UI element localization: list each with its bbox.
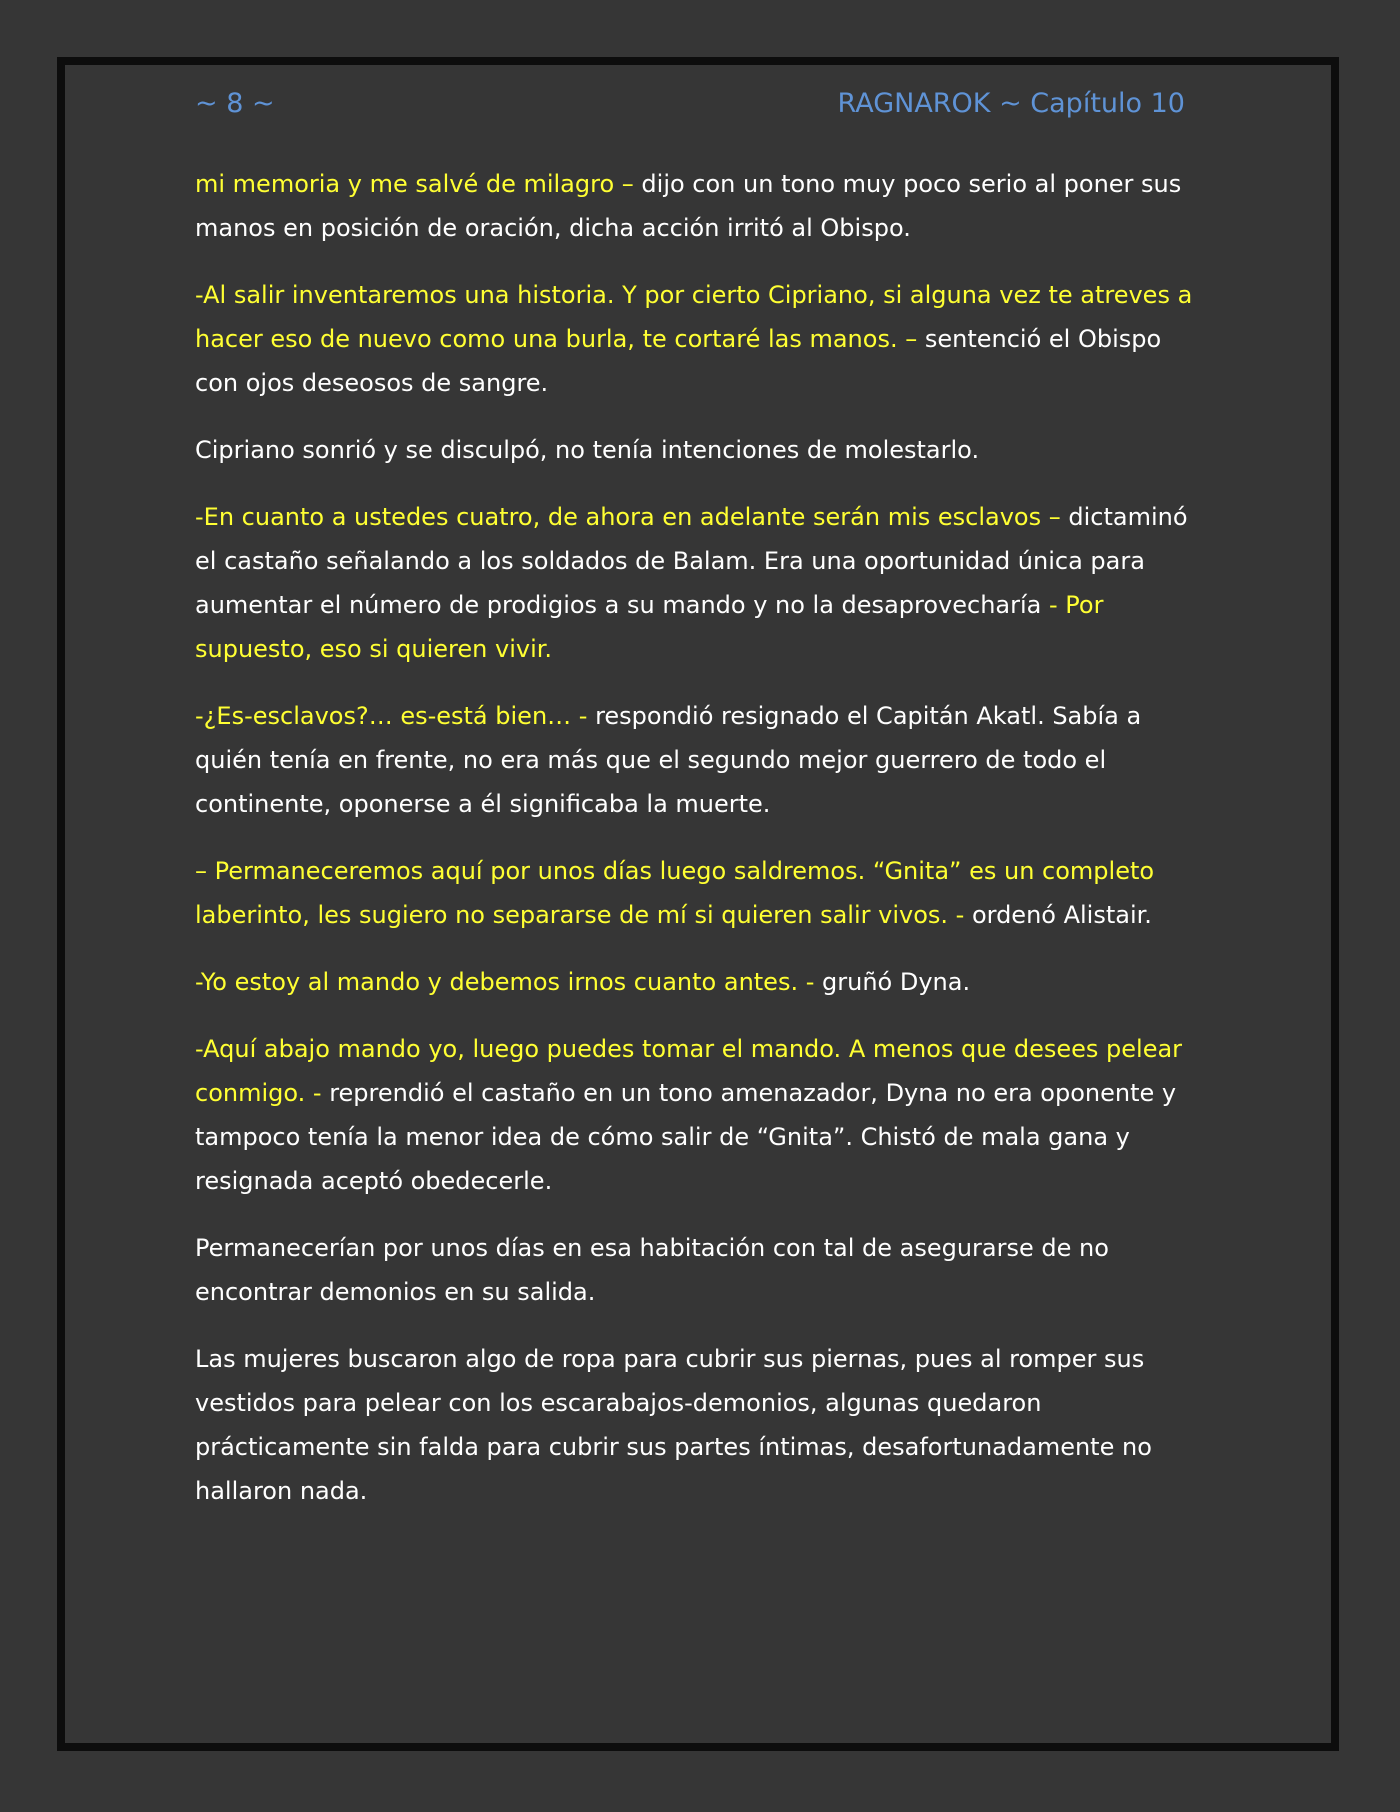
paragraph	[195, 960, 1210, 1004]
narration-text: dijo con un tono muy poco serio al poner sus manos en posición de oración, dicha acción irritó al Obispo.	[195, 170, 1182, 242]
dialogue-text: -Yo estoy al mando y debemos irnos cuanto antes. -	[195, 968, 815, 996]
narration-text: Permanecerían por unos días en esa habitación con tal de asegurarse de no encontrar demonios en su salida.	[195, 1234, 1109, 1306]
page-number: ~ 8 ~	[195, 88, 275, 119]
dialogue-text: -En cuanto a ustedes cuatro, de ahora en adelante serán mis esclavos –	[195, 503, 1061, 531]
paragraph	[195, 162, 1210, 250]
page-header	[195, 84, 1185, 124]
dialogue-text: -Al salir inventaremos una historia. Y por cierto Cipriano, si alguna vez te atreves a hacer eso de nuevo como una burla, te cortaré las manos. –	[195, 281, 1193, 353]
narration-text: dictaminó el castaño señalando a los soldados de Balam. Era una oportunidad única para aumentar el número de prodigios a su mando y no la desaprovecharía	[195, 503, 1188, 619]
paragraph	[195, 849, 1210, 937]
running-title: RAGNAROK ~ Capítulo 10	[837, 88, 1185, 119]
dialogue-text: -Aquí abajo mando yo, luego puedes tomar el mando. A menos que desees pelear conmigo. -	[195, 1035, 1183, 1107]
narration-text: respondió resignado el Capitán Akatl. Sabía a quién tenía en frente, no era más que el segundo mejor guerrero de todo el continente, oponerse a él significaba la muerte.	[195, 702, 1142, 818]
narration-text: gruñó Dyna.	[814, 968, 971, 996]
narration-text: Las mujeres buscaron algo de ropa para cubrir sus piernas, pues al romper sus vestidos para pelear con los escarabajos-demonios, algunas quedaron prácticamente sin falda para cubrir sus partes íntimas, desafortunadamente no hallaron nada.	[195, 1345, 1152, 1505]
paragraph	[195, 428, 1210, 472]
paragraph	[195, 273, 1210, 405]
dialogue-text: - Por supuesto, eso si quieren vivir.	[195, 591, 1104, 663]
narration-text: Cipriano sonrió y se disculpó, no tenía intenciones de molestarlo.	[195, 436, 980, 464]
paragraph	[195, 1027, 1210, 1203]
narration-text: ordenó Alistair.	[964, 901, 1152, 929]
narration-text: reprendió el castaño en un tono amenazador, Dyna no era oponente y tampoco tenía la menor idea de cómo salir de “Gnita”. Chistó de mala gana y resignada aceptó obedecerle.	[195, 1079, 1177, 1195]
dialogue-text: mi memoria y me salvé de milagro –	[195, 170, 634, 198]
paragraph	[195, 1337, 1210, 1513]
dialogue-text: – Permaneceremos aquí por unos días luego saldremos. “Gnita” es un completo laberinto, les sugiero no separarse de mí si quieren salir vivos. -	[195, 857, 1155, 929]
paragraph	[195, 1226, 1210, 1314]
dialogue-text: -¿Es-esclavos?… es-está bien… -	[195, 702, 588, 730]
paragraph	[195, 694, 1210, 826]
body-text	[195, 162, 1210, 1536]
narration-text: sentenció el Obispo con ojos deseosos de sangre.	[195, 325, 1162, 397]
paragraph	[195, 495, 1210, 671]
